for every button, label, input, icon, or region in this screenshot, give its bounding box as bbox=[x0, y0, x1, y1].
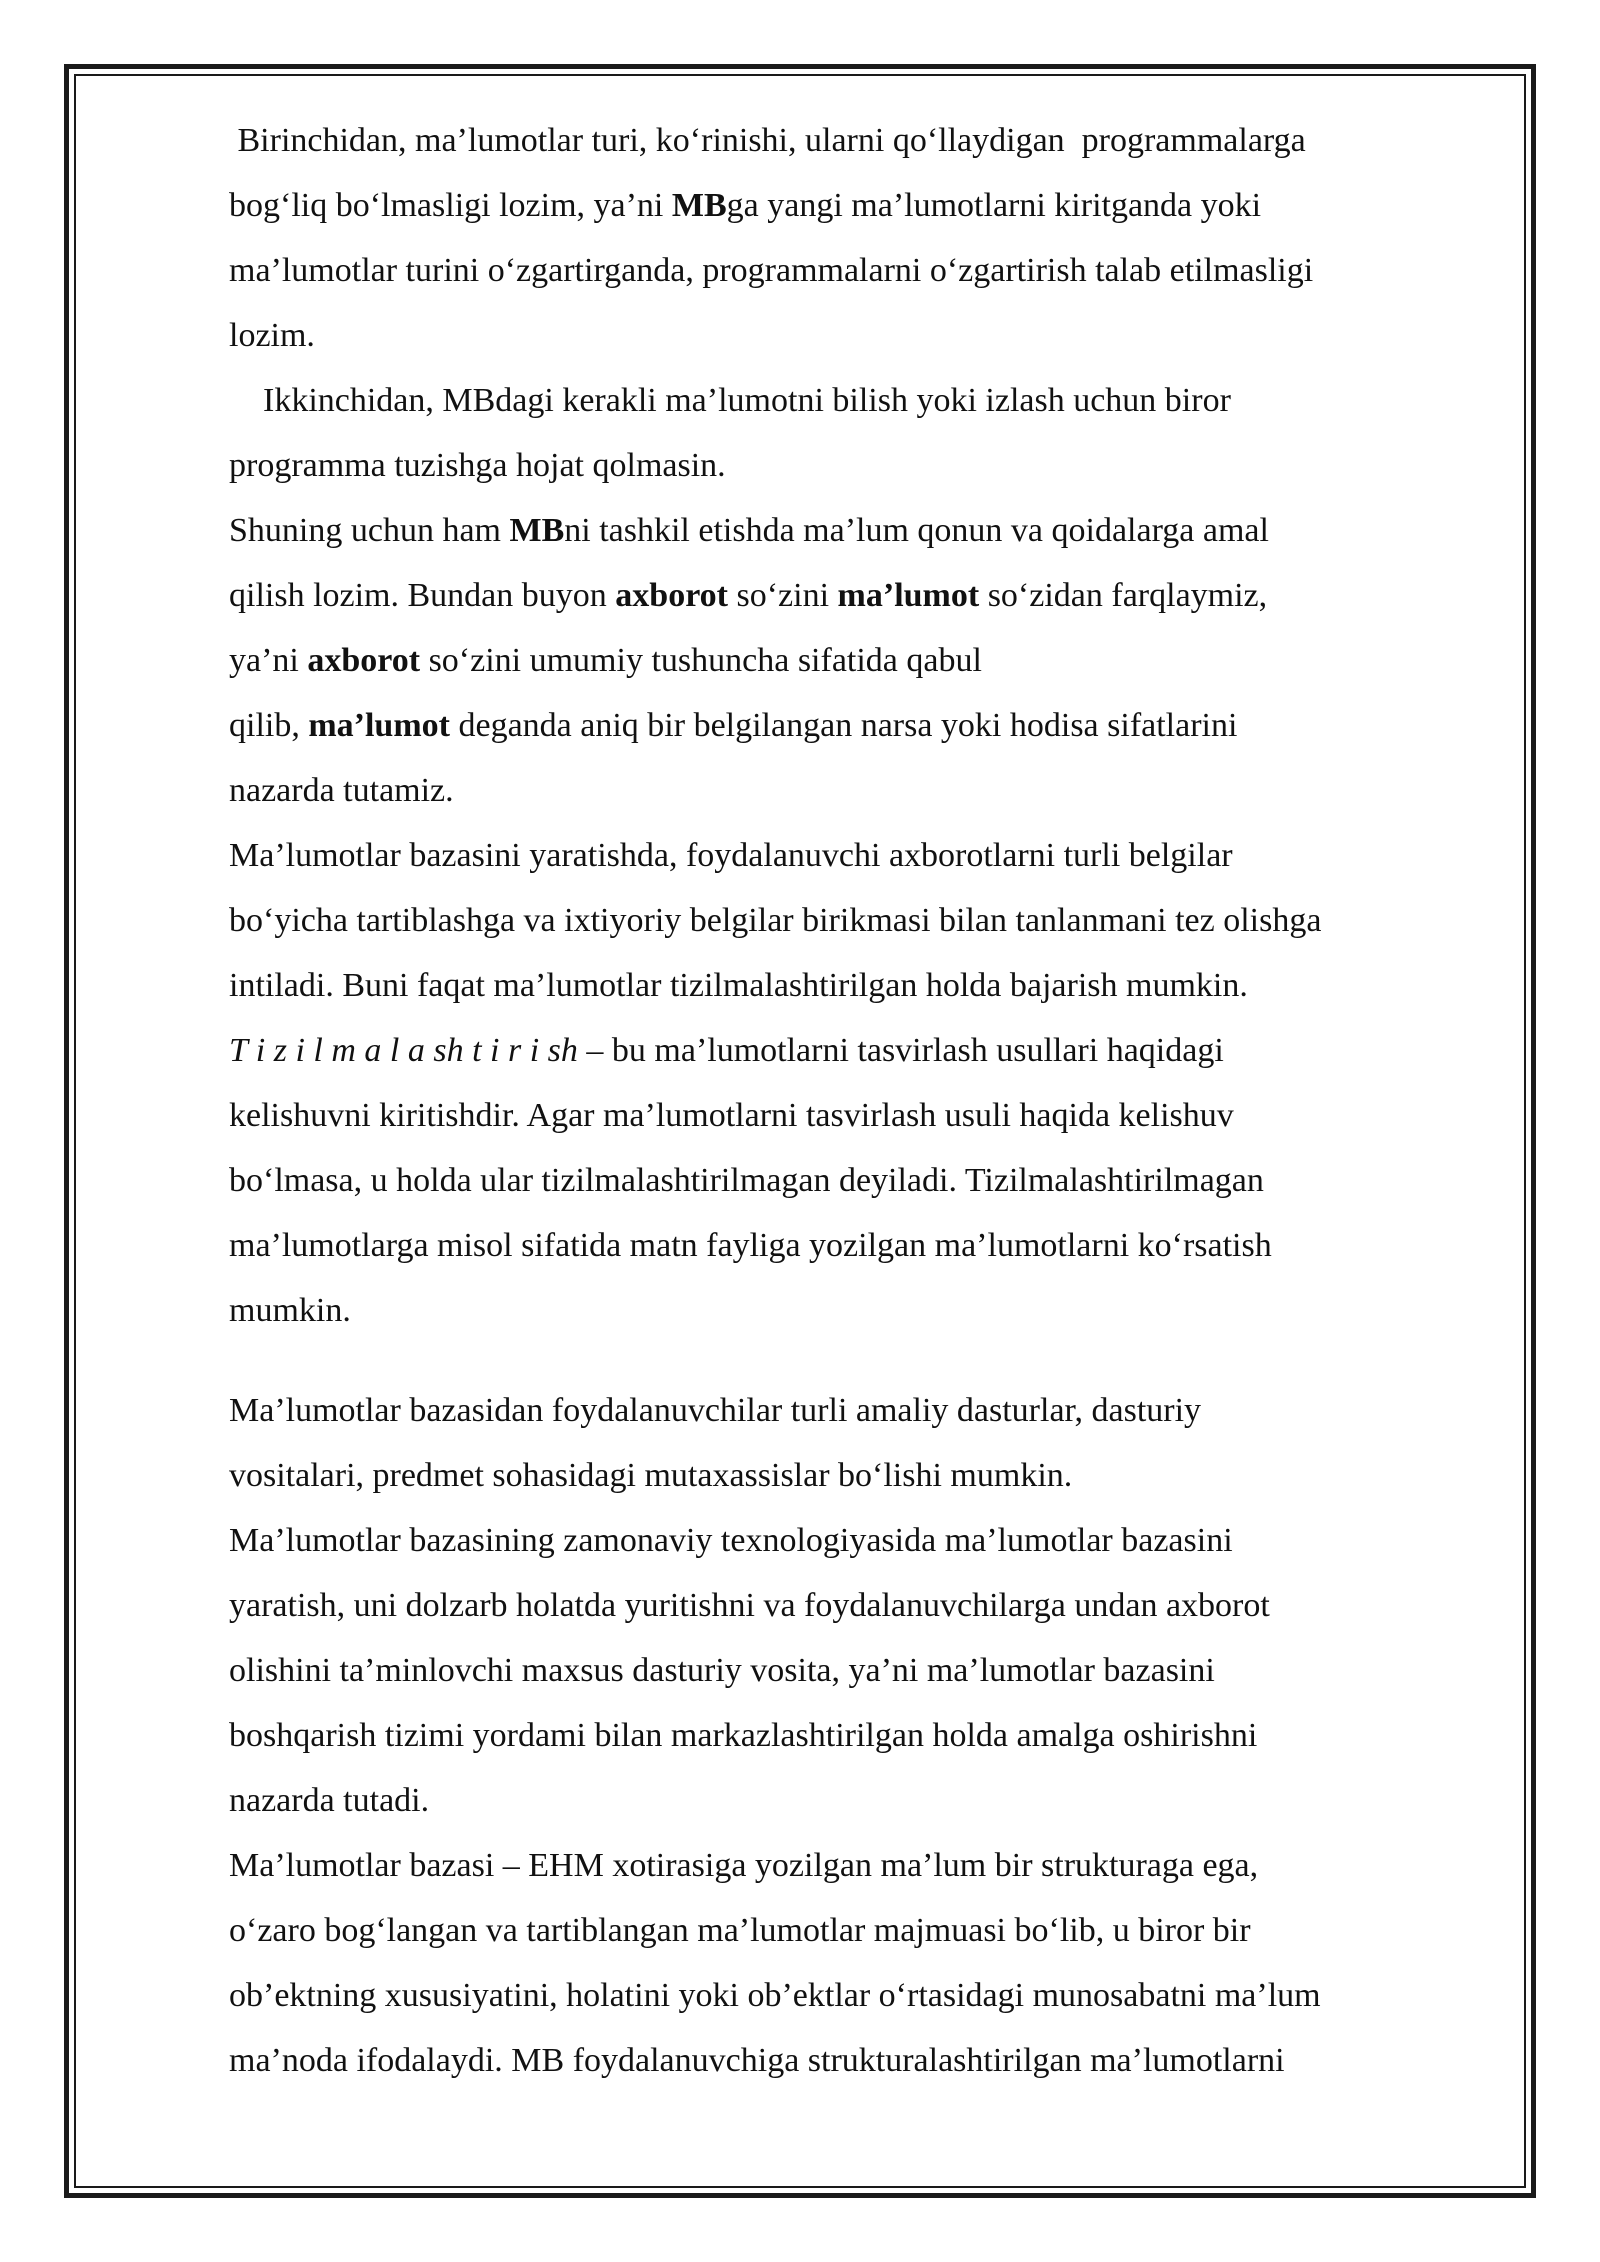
bold-term: ma’lumot bbox=[837, 577, 980, 614]
text-span: mumkin. bbox=[229, 1292, 351, 1329]
text-line bbox=[229, 758, 1459, 823]
bold-term: ma’lumot bbox=[308, 707, 450, 744]
text-line bbox=[229, 2028, 1459, 2093]
text-span: ya’ni bbox=[229, 642, 308, 679]
text-line bbox=[229, 1443, 1459, 1508]
text-span: qilib, bbox=[229, 707, 309, 744]
text-line bbox=[229, 693, 1459, 758]
text-span: programma tuzishga hojat qolmasin. bbox=[229, 447, 726, 484]
text-span: ni tashkil etishda ma’lum qonun va qoidalarga amal bbox=[564, 512, 1269, 549]
text-line bbox=[229, 823, 1459, 888]
text-span: qilish lozim. Bundan buyon bbox=[229, 577, 616, 614]
text-line bbox=[229, 1083, 1459, 1148]
text-span: lozim. bbox=[229, 317, 315, 354]
text-line bbox=[229, 238, 1459, 303]
text-line bbox=[229, 1278, 1459, 1343]
bold-term: axborot bbox=[615, 577, 728, 614]
text-span: o‘zaro bog‘langan va tartiblangan ma’lumotlar majmuasi bo‘lib, u biror bir bbox=[229, 1912, 1251, 1949]
text-line bbox=[229, 108, 1459, 173]
text-span: Birinchidan, ma’lumotlar turi, ko‘rinishi, ularni qo‘llaydigan programmalarga bbox=[229, 122, 1306, 159]
text-line bbox=[229, 1573, 1459, 1638]
text-span: bo‘lmasa, u holda ular tizilmalashtirilmagan deyiladi. Tizilmalashtirilmagan bbox=[229, 1162, 1264, 1199]
text-span: olishini ta’minlovchi maxsus dasturiy vosita, ya’ni ma’lumotlar bazasini bbox=[229, 1652, 1215, 1689]
text-span: Shuning uchun ham bbox=[229, 512, 510, 549]
text-line bbox=[229, 1768, 1459, 1833]
text-line bbox=[229, 1833, 1459, 1898]
text-span: Ikkinchidan, MBdagi kerakli ma’lumotni bilish yoki izlash uchun biror bbox=[229, 382, 1231, 419]
text-span: kelishuvni kiritishdir. Agar ma’lumotlarni tasvirlash usuli haqida kelishuv bbox=[229, 1097, 1234, 1134]
text-line bbox=[229, 1213, 1459, 1278]
text-span: Ma’lumotlar bazasidan foydalanuvchilar turli amaliy dasturlar, dasturiy bbox=[229, 1392, 1202, 1429]
text-line bbox=[229, 1703, 1459, 1768]
text-line bbox=[229, 1508, 1459, 1573]
text-line bbox=[229, 628, 1459, 693]
text-span: vositalari, predmet sohasidagi mutaxassislar bo‘lishi mumkin. bbox=[229, 1457, 1073, 1494]
text-span: bo‘yicha tartiblashga va ixtiyoriy belgilar birikmasi bilan tanlanmani tez olishga bbox=[229, 902, 1322, 939]
text-line bbox=[229, 1018, 1459, 1083]
text-line bbox=[229, 1148, 1459, 1213]
text-line bbox=[229, 1898, 1459, 1963]
text-line bbox=[229, 888, 1459, 953]
text-line bbox=[229, 433, 1459, 498]
text-span: boshqarish tizimi yordami bilan markazlashtirilgan holda amalga oshirishni bbox=[229, 1717, 1258, 1754]
text-line bbox=[229, 1638, 1459, 1703]
text-span: ma’lumotlarga misol sifatida matn fayliga yozilgan ma’lumotlarni ko‘rsatish bbox=[229, 1227, 1272, 1264]
bold-term: MB bbox=[509, 512, 565, 549]
text-span: Ma’lumotlar bazasini yaratishda, foydalanuvchi axborotlarni turli belgilar bbox=[229, 837, 1233, 874]
text-span: deganda aniq bir belgilangan narsa yoki hodisa sifatlarini bbox=[450, 707, 1238, 744]
text-span: – bu ma’lumotlarni tasvirlash usullari haqidagi bbox=[577, 1032, 1224, 1069]
text-line bbox=[229, 498, 1459, 563]
text-span: Ma’lumotlar bazasining zamonaviy texnologiyasida ma’lumotlar bazasini bbox=[229, 1522, 1233, 1559]
text-span: nazarda tutadi. bbox=[229, 1782, 430, 1819]
text-span: so‘zini umumiy tushuncha sifatida qabul bbox=[420, 642, 982, 679]
text-span: ma’lumotlar turini o‘zgartirganda, programmalarni o‘zgartirish talab etilmasligi bbox=[229, 252, 1314, 289]
text-line bbox=[229, 953, 1459, 1018]
text-span: intiladi. Buni faqat ma’lumotlar tizilmalashtirilgan holda bajarish mumkin. bbox=[229, 967, 1248, 1004]
text-line bbox=[229, 1378, 1459, 1443]
text-span: ga yangi ma’lumotlarni kiritganda yoki bbox=[726, 187, 1262, 224]
text-line bbox=[229, 1963, 1459, 2028]
text-span: yaratish, uni dolzarb holatda yuritishni va foydalanuvchilarga undan axborot bbox=[229, 1587, 1270, 1624]
italic-term: T i z i l m a l a sh t i r i sh bbox=[229, 1032, 578, 1069]
document-body bbox=[229, 108, 1459, 2093]
text-span: so‘zidan farqlaymiz, bbox=[979, 577, 1268, 614]
text-span: ma’noda ifodalaydi. MB foydalanuvchiga strukturalashtirilgan ma’lumotlarni bbox=[229, 2042, 1285, 2079]
text-span: nazarda tutamiz. bbox=[229, 772, 454, 809]
bold-term: MB bbox=[671, 187, 727, 224]
text-span: ob’ektning xususiyatini, holatini yoki ob’ektlar o‘rtasidagi munosabatni ma’lum bbox=[229, 1977, 1321, 2014]
text-span: bog‘liq bo‘lmasligi lozim, ya’ni bbox=[229, 187, 672, 224]
text-line bbox=[229, 368, 1459, 433]
text-line bbox=[229, 563, 1459, 628]
text-line bbox=[229, 303, 1459, 368]
text-span: so‘zini bbox=[728, 577, 838, 614]
paragraph-gap bbox=[229, 1343, 1459, 1378]
bold-term: axborot bbox=[307, 642, 421, 679]
text-line bbox=[229, 173, 1459, 238]
text-span: Ma’lumotlar bazasi – EHM xotirasiga yozilgan ma’lum bir strukturaga ega, bbox=[229, 1847, 1259, 1884]
